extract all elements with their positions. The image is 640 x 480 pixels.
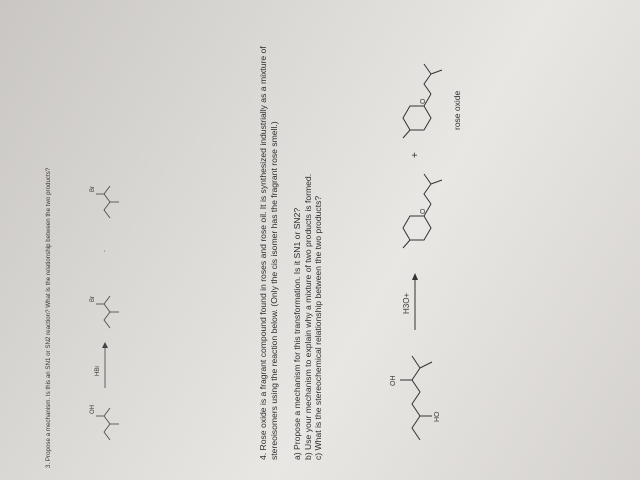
q3-separator-dot: . (100, 250, 107, 252)
q4-arrow-head (412, 273, 418, 280)
q3-oh-label: OH (90, 405, 96, 414)
q4-ho-label: HO (434, 411, 441, 422)
q3-br-label-1: Br (90, 296, 96, 302)
q4-ring-oxygen-2: O (420, 98, 427, 104)
q4-reactant-structure (400, 356, 432, 440)
q3-reagent-label: HBr (95, 365, 101, 376)
question-3-text: 3. Propose a mechanism. Is this an SN1 or SN2 reaction? What is the relationship between the two products? (45, 167, 52, 468)
rose-oxide-caption: rose oxide (452, 90, 462, 130)
question-4-part-c: c) What is the stereochemical relationship between the two products? (313, 195, 323, 460)
q3-br-label-2: Br (90, 186, 96, 192)
question-4-intro: 4. Rose oxide is a fragrant compound found in roses and rose oil. It is synthesized industrially as a mixture of stereoisomers using the reaction below. (Only the cis isomer has the fragrant rose smell.) (258, 46, 279, 460)
question-4-part-b: b) Use your mechanism to explain why a mixture of two products is formed. (302, 173, 313, 460)
q4-plus-sign: + (410, 152, 421, 158)
q4-reagent-label: H3O+ (402, 292, 411, 314)
question-4-part-a: a) Propose a mechanism for this transformation. Is it SN1 or SN2? (292, 207, 302, 460)
q4-ring-oxygen-1: O (420, 208, 427, 214)
q4-oh-label: OH (390, 375, 397, 386)
